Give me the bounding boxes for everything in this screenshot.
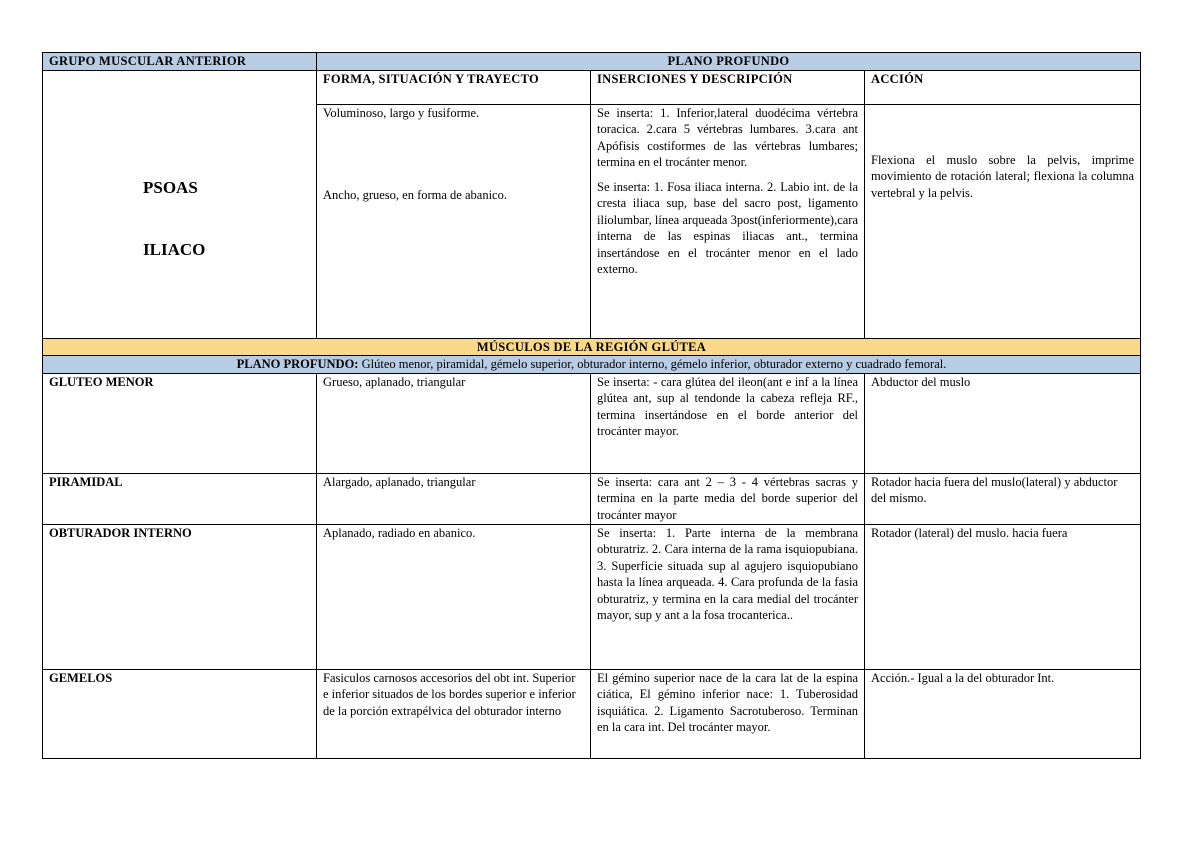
table-row bbox=[43, 669, 1141, 758]
table-row bbox=[43, 373, 1141, 473]
plane-label-cell: PLANO PROFUNDO bbox=[317, 53, 1141, 71]
psoas-name: PSOAS bbox=[143, 177, 198, 197]
muscle-action: Acción.- Igual a la del obturador Int. bbox=[865, 669, 1141, 758]
muscle-insertions: El gémino superior nace de la cara lat de la espina ciática, El gémino inferior nace: 1. Tuberosidad isquiática. 2. Ligamento Sacrotuberoso. Terminan en la cara int. Del trocánter mayor. bbox=[591, 669, 865, 758]
muscle-insertions: Se inserta: 1. Parte interna de la membrana obturatriz. 2. Cara interna de la rama isquiopubiana. 3. Superficie situada sup al agujero isquiopubiano hasta la línea arqueada. 4. Cara profunda de la fasia obturatriz, y termina en la cara medial del trocánter mayor, sup y ant a la fosa trocanterica.. bbox=[591, 524, 865, 669]
muscle-name: GLUTEO MENOR bbox=[43, 373, 317, 473]
muscle-insertions: Se inserta: - cara glútea del ileon(ant e inf a la línea glútea ant, sup al tendonde la cabeza refleja RF., termina insertándose en el borde anterior del trocánter mayor. bbox=[591, 373, 865, 473]
muscle-form: Grueso, aplanado, triangular bbox=[317, 373, 591, 473]
gluteal-section-title: MÚSCULOS DE LA REGIÓN GLÚTEA bbox=[43, 338, 1141, 356]
subtitle-bold: PLANO PROFUNDO: bbox=[236, 357, 359, 371]
muscle-form: Fasiculos carnosos accesorios del obt int. Superior e inferior situados de los bordes superior e inferior de la porción extrapélvica del obturador interno bbox=[317, 669, 591, 758]
table-row bbox=[43, 524, 1141, 669]
col-header-action: ACCIÓN bbox=[865, 70, 1141, 104]
muscle-table bbox=[42, 52, 1141, 759]
psoas-iliaco-form-cell bbox=[317, 104, 591, 338]
muscle-form: Aplanado, radiado en abanico. bbox=[317, 524, 591, 669]
psoas-iliaco-name-cell bbox=[43, 70, 317, 338]
muscle-insertions: Se inserta: cara ant 2 – 3 - 4 vértebras sacras y termina en la parte media del borde superior del trocánter mayor bbox=[591, 473, 865, 524]
psoas-iliaco-insertions-cell bbox=[591, 104, 865, 338]
muscle-form: Alargado, aplanado, triangular bbox=[317, 473, 591, 524]
muscle-name: PIRAMIDAL bbox=[43, 473, 317, 524]
muscle-name: OBTURADOR INTERNO bbox=[43, 524, 317, 669]
muscle-action: Abductor del muslo bbox=[865, 373, 1141, 473]
subtitle-rest: Glúteo menor, piramidal, gémelo superior, obturador interno, gémelo inferior, obturador externo y cuadrado femoral. bbox=[358, 357, 947, 371]
table-header-row bbox=[43, 53, 1141, 71]
muscle-name: GEMELOS bbox=[43, 669, 317, 758]
gluteal-section-title-row bbox=[43, 338, 1141, 356]
gluteal-section-subtitle bbox=[43, 356, 1141, 374]
iliaco-name: ILIACO bbox=[143, 240, 206, 259]
gluteal-section-subtitle-row bbox=[43, 356, 1141, 374]
group-label-cell: GRUPO MUSCULAR ANTERIOR bbox=[43, 53, 317, 71]
psoas-insertions: Se inserta: 1. Inferior,lateral duodécima vértebra toracica. 2.cara 5 vértebras lumbares. 3.cara ant Apófisis costiformes de las vértebras lumbares; termina en el trocánter menor. bbox=[597, 105, 858, 169]
psoas-iliaco-action-cell: Flexiona el muslo sobre la pelvis, imprime movimiento de rotación lateral; flexiona la columna vertebral y la pelvis. bbox=[865, 104, 1141, 338]
col-header-insertions: INSERCIONES Y DESCRIPCIÓN bbox=[591, 70, 865, 104]
iliaco-form: Ancho, grueso, en forma de abanico. bbox=[323, 188, 507, 202]
column-header-row bbox=[43, 70, 1141, 104]
muscle-action: Rotador (lateral) del muslo. hacia fuera bbox=[865, 524, 1141, 669]
psoas-form: Voluminoso, largo y fusiforme. bbox=[323, 105, 480, 120]
table-row bbox=[43, 473, 1141, 524]
iliaco-insertions: Se inserta: 1. Fosa iliaca interna. 2. Labio int. de la cresta iliaca sup, base del sacro post, ligamento iliolumbar, línea arqueada 3post(inferiormente),cara interna de las espinas iliacas ant., termina insertándose en el trocánter menor en el lado externo. bbox=[597, 179, 858, 276]
col-header-form: FORMA, SITUACIÓN Y TRAYECTO bbox=[317, 70, 591, 104]
muscle-action: Rotador hacia fuera del muslo(lateral) y abductor del mismo. bbox=[865, 473, 1141, 524]
